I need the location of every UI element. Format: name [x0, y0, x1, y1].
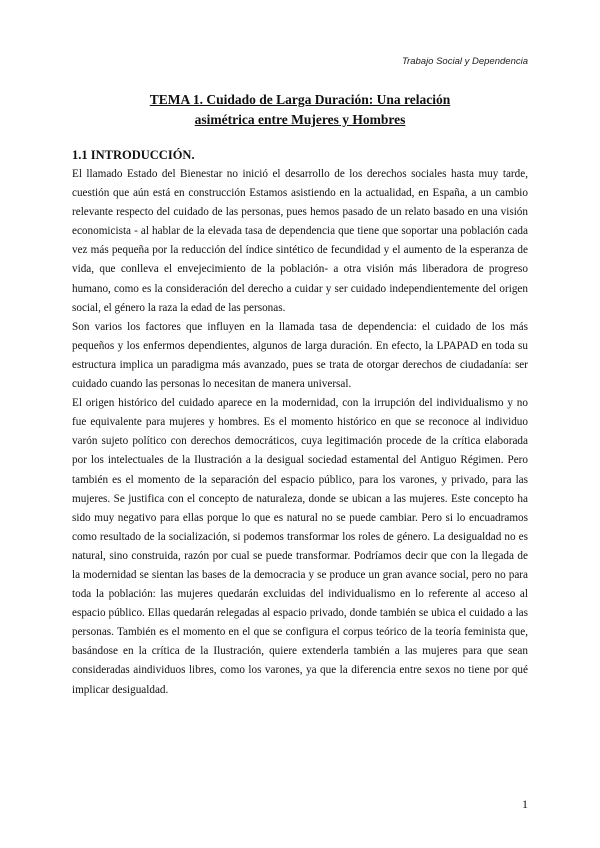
- section-heading: 1.1 INTRODUCCIÓN.: [72, 148, 195, 162]
- paragraph: El origen histórico del cuidado aparece en la modernidad, con la irrupción del individualismo y no fue equivalente para mujeres y hombres. Es el momento histórico en que se reconoce al individuo varón sujeto político con derechos democráticos, cuya legitimación procede de la crítica elaborada por los intelectuales de la Ilustración a la desigual sociedad estamental del Antiguo Régimen. Pero también es el momento de la separación del espacio público, para los varones, y privado, para las mujeres. Se justifica con el concepto de naturaleza, donde se ubican a las mujeres. Este concepto ha sido muy negativo para ellas porque lo que es natural no se puede cambiar. Pero si lo encuadramos como resultado de la socialización, si podemos transformar los roles de género. La desigualdad no es natural, sino construida, razón por cual se puede transformar. Podríamos decir que con la llegada de la modernidad se sientan las bases de la democracia y se produce un gran avance social, pero no para toda la población: las mujeres quedarán excluidas del individualismo en lo referente al acceso al espacio público. Ellas quedarán relegadas al espacio privado, donde también se ubica el cuidado a las personas. También es el momento en el que se configura el corpus teórico de la teoría feminista que, basándose en la crítica de la Ilustración, quiere extenderla también a las mujeres para que sean consideradas aindividuos libres, como los varones, ya que la diferencia entre sexos no tiene por qué implicar desigualdad.: [72, 397, 528, 696]
- running-header: Trabajo Social y Dependencia: [401, 56, 528, 67]
- body-text: [72, 165, 528, 700]
- page-number: 1: [522, 797, 528, 811]
- document-title: [72, 90, 528, 130]
- paragraph: El llamado Estado del Bienestar no inició el desarrollo de los derechos sociales hasta muy tarde, cuestión que aún está en construcción Estamos asistiendo en la actualidad, en España, a un cambio relevante respecto del cuidado de las personas, pues hemos pasado de un relato basado en una visión economicista - al hablar de la elevada tasa de dependencia que tiene que soportar una población cada vez más pequeña por la reducción del índice sintético de fecundidad y el aumento de la esperanza de vida, que conlleva el envejecimiento de la población- a otra visión más liberadora de progreso humano, como es la consideración del derecho a cuidar y ser cuidado independientemente del origen social, el género la raza la edad de las personas.: [72, 168, 528, 314]
- title-line-1: TEMA 1. Cuidado de Larga Duración: Una relación: [149, 92, 451, 107]
- title-line-2: asimétrica entre Mujeres y Hombres: [194, 112, 406, 127]
- paragraph: Son varios los factores que influyen en la llamada tasa de dependencia: el cuidado de los más pequeños y los enfermos dependientes, algunos de larga duración. En efecto, la LPAPAD en toda su estructura implica un paradigma más avanzado, pues se trata de otorgar derechos de ciudadanía: ser cuidado cuando las personas lo necesitan de manera universal.: [72, 320, 528, 391]
